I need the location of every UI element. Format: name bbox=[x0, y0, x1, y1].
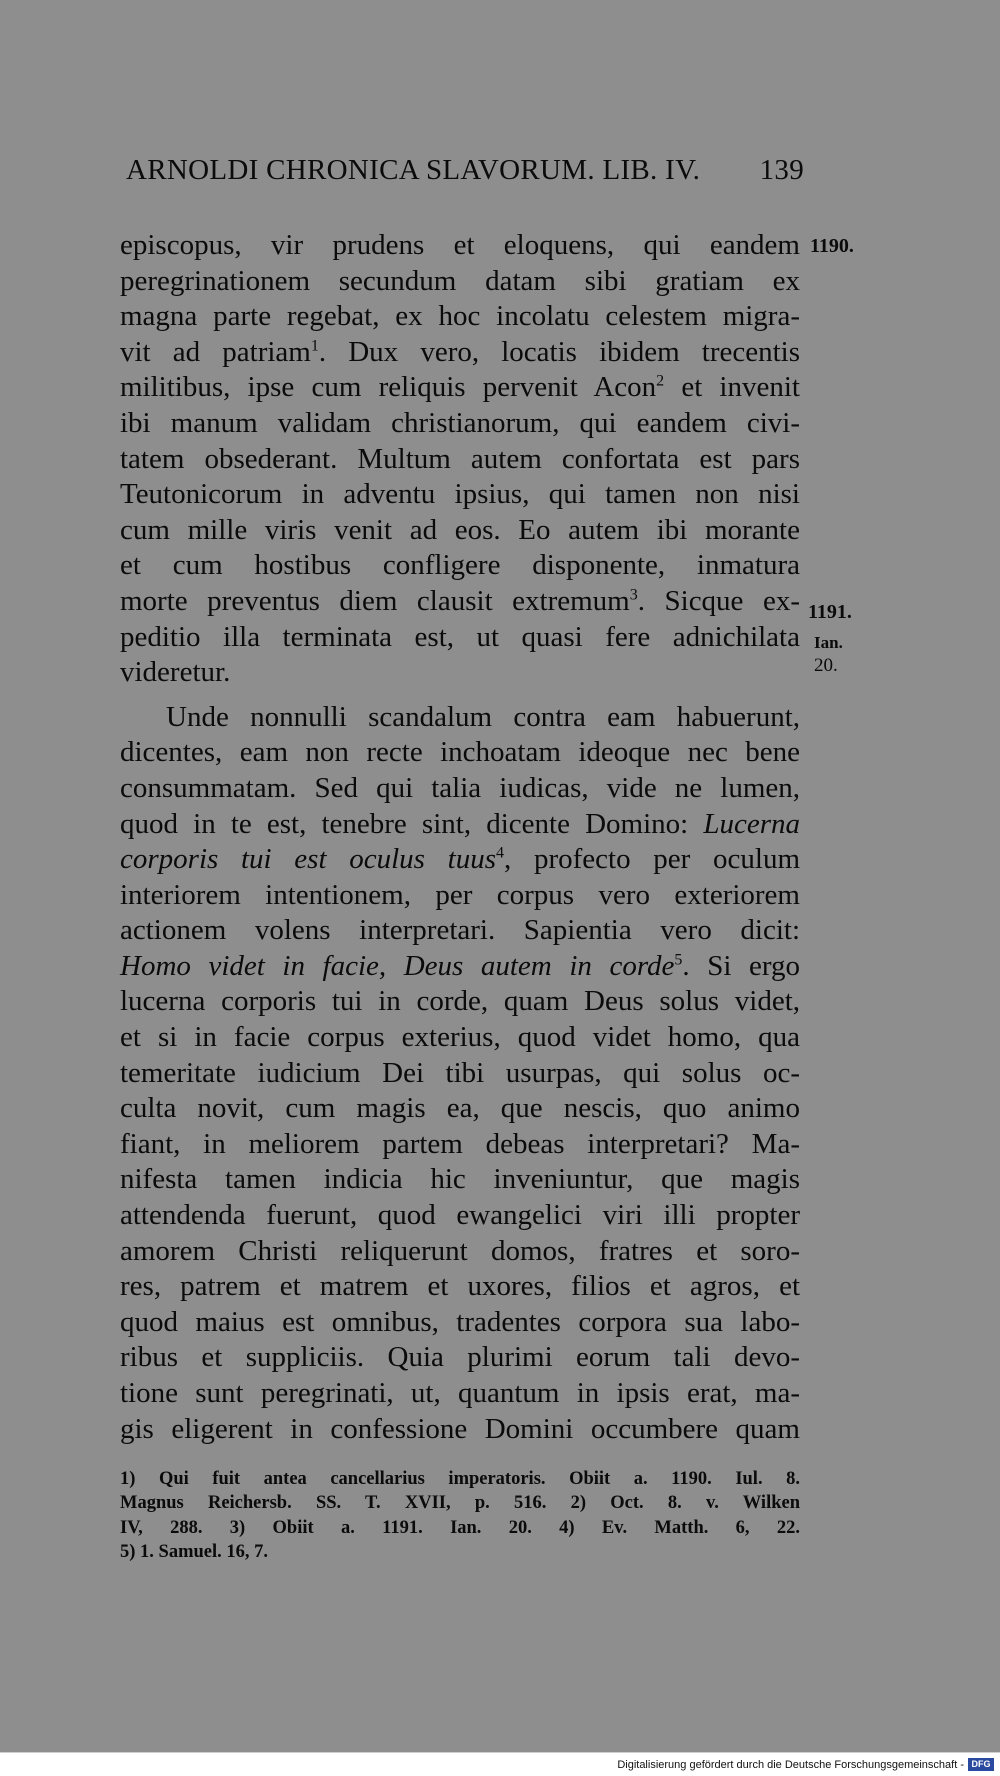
running-title: ARNOLDI CHRONICA SLAVORUM. LIB. IV. bbox=[126, 154, 701, 186]
text-line: ribus et suppliciis. Quia plurimi eorum tali devo- bbox=[120, 1341, 800, 1374]
text-line: dicentes, eam non recte inchoatam ideoque nec bene bbox=[120, 736, 800, 769]
text-line: morte preventus diem clausit extremum$^3$. Sicque ex- bbox=[120, 584, 800, 617]
text-line: corporis tui est oculus tuus$^4$, profecto per oculum bbox=[120, 843, 800, 876]
text-line: nifesta tamen indicia hic inveniuntur, que magis bbox=[120, 1163, 800, 1196]
text-line: res, patrem et matrem et uxores, filios et agros, et bbox=[120, 1270, 800, 1303]
footnote-line: IV, 288. 3) Obiit a. 1191. Ian. 20. 4) Ev. Matth. 6, 22. bbox=[120, 1517, 800, 1538]
text-line: et si in facie corpus exterius, quod videt homo, qua bbox=[120, 1021, 800, 1054]
text-line: peregrinationem secundum datam sibi gratiam ex bbox=[120, 264, 800, 297]
text-line: attendenda fuerunt, quod ewangelici viri illi propter bbox=[120, 1199, 800, 1232]
footnote-mark-1: 1 bbox=[310, 337, 319, 355]
italic-quote: corporis tui est oculus tuus bbox=[120, 843, 496, 876]
text-line: consummatam. Sed qui talia iudicas, vide ne lumen, bbox=[120, 771, 800, 804]
text-line: episcopus, vir prudens et eloquens, qui eandem bbox=[120, 229, 800, 261]
funding-credit: Digitalisierung gefördert durch die Deutsche Forschungsgemeinschaft - bbox=[617, 1759, 964, 1771]
footnote-mark-5: 5 bbox=[674, 951, 683, 969]
text-line: Unde nonnulli scandalum contra eam habuerunt, bbox=[166, 700, 800, 733]
text-line: vit ad patriam$^1$. Dux vero, locatis ibidem trecentis bbox=[120, 335, 800, 368]
footnote-mark-3: 3 bbox=[629, 586, 638, 604]
margin-day: 20. bbox=[814, 655, 838, 676]
text-line: fiant, in meliorem partem debeas interpretari? Ma- bbox=[120, 1127, 800, 1160]
footnote-mark-2: 2 bbox=[656, 372, 665, 390]
footnote-mark-4: 4 bbox=[496, 844, 504, 862]
text-line: gis eligerent in confessione Domini occumbere quam bbox=[120, 1412, 800, 1445]
text-line: ibi manum validam christianorum, qui eandem civi- bbox=[120, 406, 800, 439]
footnote-line: Magnus Reichersb. SS. T. XVII, p. 516. 2) Oct. 8. v. Wilken bbox=[120, 1493, 800, 1514]
text-line: culta novit, cum magis ea, que nescis, quo animo bbox=[120, 1092, 800, 1125]
footnotes bbox=[120, 1467, 800, 1565]
italic-quote: Homo videt in facie, Deus autem in corde bbox=[120, 949, 675, 982]
text-line: quod maius est omnibus, tradentes corpora sua labo- bbox=[120, 1305, 800, 1338]
text-line: videretur. bbox=[120, 656, 231, 689]
margin-month: Ian. bbox=[814, 633, 843, 652]
margin-year-1190: 1190. bbox=[810, 235, 854, 257]
margin-year-1191: 1191. bbox=[808, 601, 852, 623]
footnote-line: 1) Qui fuit antea cancellarius imperatoris. Obiit a. 1190. Iul. 8. bbox=[120, 1469, 800, 1489]
text-line: Homo videt in facie, Deus autem in corde$^5$. Si ergo bbox=[120, 949, 800, 982]
text-line: interiorem intentionem, per corpus vero exteriorem bbox=[120, 878, 800, 911]
page-number: 139 bbox=[759, 154, 804, 186]
text-line: tione sunt peregrinati, ut, quantum in ipsis erat, ma- bbox=[120, 1377, 800, 1409]
text-line: amorem Christi reliquerunt domos, fratres et soro- bbox=[120, 1234, 800, 1267]
text-line: lucerna corporis tui in corde, quam Deus solus videt, bbox=[120, 985, 800, 1018]
dfg-logo-icon: DFG bbox=[968, 1758, 994, 1771]
main-text bbox=[120, 228, 800, 1447]
digitization-footer bbox=[0, 1752, 1000, 1776]
text-line: magna parte regebat, ex hoc incolatu celestem migra- bbox=[120, 300, 800, 333]
text-line: actionem volens interpretari. Sapientia vero dicit: bbox=[120, 914, 800, 947]
text-line: Teutonicorum in adventu ipsius, qui tamen non nisi bbox=[120, 478, 800, 511]
text-line: tatem obsederant. Multum autem confortata est pars bbox=[120, 442, 800, 475]
text-line: cum mille viris venit ad eos. Eo autem ibi morante bbox=[120, 513, 800, 546]
text-line: militibus, ipse cum reliquis pervenit Acon$^2$ et invenit bbox=[120, 371, 800, 404]
text-line: quod in te est, tenebre sint, dicente Domino: Lucerna bbox=[120, 807, 800, 840]
text-line: peditio illa terminata est, ut quasi fere adnichilata bbox=[120, 620, 800, 653]
text-line: temeritate iudicium Dei tibi usurpas, qui solus oc- bbox=[120, 1056, 800, 1089]
text-line: et cum hostibus confligere disponente, inmatura bbox=[120, 549, 800, 582]
footnote-line: 5) 1. Samuel. 16, 7. bbox=[120, 1542, 268, 1563]
italic-quote: Lucerna bbox=[703, 807, 800, 840]
running-header bbox=[126, 154, 804, 187]
